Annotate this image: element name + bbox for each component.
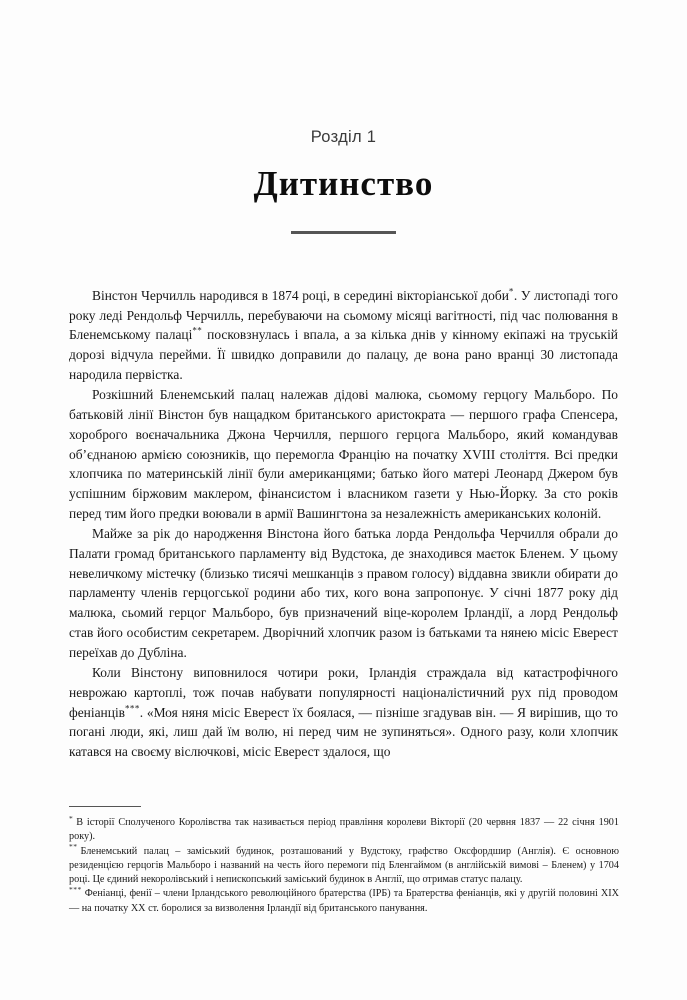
title-divider [291,231,396,234]
paragraph-text: . «Моя няня місіс Еверест їх боялася, — пізніше згадував він. — Я вирішив, що то погані люди, які, лиш дай їм волю, ні перед чим не зупиняться». Одного разу, коли хлопчик катався на своєму віслючкові, місіс Еверест здалося, що [69,704,618,760]
paragraph: Розкішний Бленемський палац належав дідові малюка, сьомому герцогу Мальборо. По батьковій лінії Вінстон був нащадком британського аристократа — першого графа Спенсера, хороброго воєначальника Джона Черчилля, першого герцога Мальборо, який командував об’єднаною армією союзників, що перемогла Францію на початку XVIII століття. Всі предки хлопчика по материнській лінії були американцями; батько його матері Леонард Джером був успішним біржовим маклером, фінансистом і власником газети у Нью-Йорку. За сто років перед тим його предки воювали в армії Вашингтона за незалежність американських колоній. [69,387,618,522]
paragraph [69,663,618,762]
footnote-text: Бленемський палац – заміський будинок, розташований у Вудстоку, графство Оксфордшир (Англія). Є основною резиденцією герцогів Мальборо і названий на честь його перемоги під Бленгаймом (в англійській вимові – Бленем) у 1704 році. Це єдиний некоролівський і непископський заміський будинок в Англії, що отримав статус палацу. [69,845,619,886]
paragraph-text: Коли Вінстону виповнилося чотири роки, Ірландія страждала від катастрофічного неврожаю картоплі, тож почав набувати популярності націоналістичний рух під проводом феніанців [69,664,618,720]
footnote-key: *** [69,885,82,895]
footnote-item [69,887,619,916]
footnote-item [69,813,619,845]
body-text [69,286,618,762]
paragraph-text: . У листопаді того року леді Рендольф Черчилль, перебуваючи на сьомому місяці вагітності, під час полювання в Бленемському палаці [69,287,619,343]
chapter-header [69,0,618,234]
footnote-key: ** [69,842,78,852]
footnote-item [69,842,619,888]
footnotes-list [69,813,619,916]
paragraph-text: Вінстон Черчилль народився в 1874 році, в середині вікторіанської доби [92,287,509,303]
chapter-number-label: Розділ 1 [310,128,377,146]
footnote-marker-1[interactable]: * [508,286,514,297]
footnote-marker-2[interactable]: ** [192,326,203,336]
footnote-marker-3[interactable]: *** [125,703,140,714]
footnote-divider [69,806,141,807]
footnote-key: * [69,813,74,823]
footnote-text: Феніанці, фенії – члени Ірландського революційного братерства (ІРБ) та Братерства феніанців, які у другій половині XIX — на початку XX ст. боролися за визволення Ірландії від британського панування. [69,888,619,914]
paragraph: Майже за рік до народження Вінстона його батька лорда Рендольфа Черчилля обрали до Палати громад британського парламенту від Вудстока, де знаходився маєток Бленем. У цьому невеличкому містечку (близько тисячі мешканців з правом голосу) віддавна звикли обирати до парламенту членів герцогської родини або тих, кого вона запропонує. У січні 1877 року дід малюка, сьомий герцог Мальборо, був призначений віце-королем Ірландії, а лорд Рендольф став його особистим секретарем. Дворічний хлопчик разом із батьками та нянею місіс Еверест переїхав до Дубліна. [69,525,618,660]
page-title: Дитинство [253,163,434,203]
footnote-text: В історії Сполученого Королівства так називається період правління королеви Вікторії (20 червня 1837 — 22 січня 1901 року). [69,817,619,843]
footnotes-section [69,806,619,916]
paragraph-text: посковзнулась і впала, а за кілька днів у кінному екіпажі на труській дорозі відчула перейми. Її швидко доправили до палацу, де вона рано вранці 30 листопада народила первістка. [69,327,618,383]
paragraph [69,286,618,385]
